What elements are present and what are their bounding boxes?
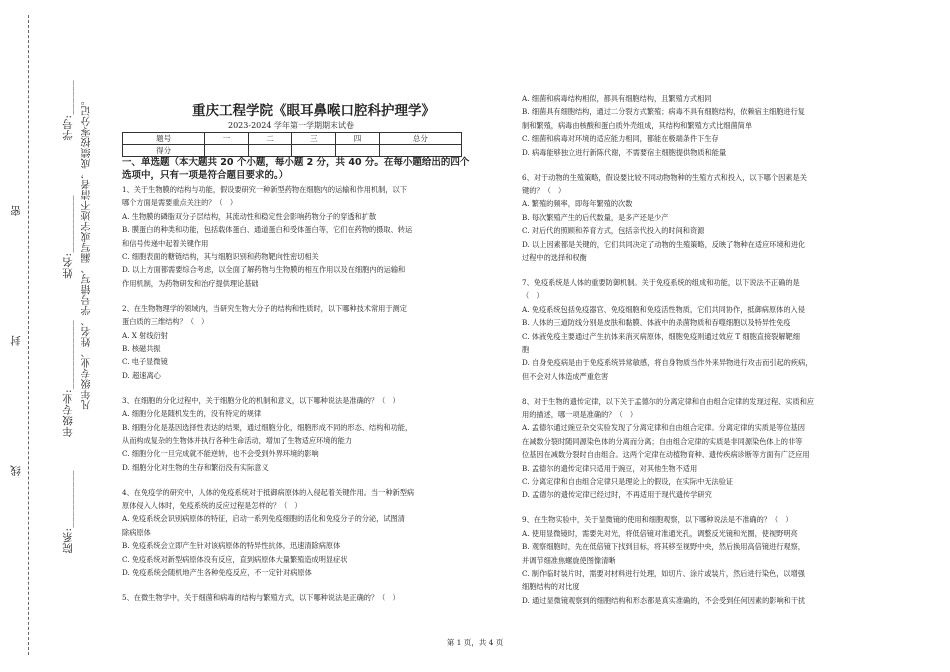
- question-line: 3、在细胞的分化过程中，关于细胞分化的机制和意义，以下哪种说法是准确的？（ ）: [122, 395, 400, 405]
- question-block: [522, 92, 867, 159]
- question-option-line: C. 电子显微镜: [122, 357, 168, 367]
- question-option-line: 细胞结构的对比度: [522, 582, 580, 592]
- question-option-line: D. 通过显微镜观察到的细胞结构和形态都是真实准确的，不会受到任何因素的影响和干扰: [522, 595, 806, 605]
- question-option-line: A. 细胞分化是随机发生的，没有特定的规律: [122, 409, 262, 419]
- question-option-line: C. 免疫系统对新型病原体没有反应，直到病原体大量繁殖造成明显症状: [122, 554, 348, 564]
- question-option-line: B. 膜蛋白的种类和功能，包括载体蛋白、通道蛋白和受体蛋白等，它们在药物的摄取、转运: [122, 225, 413, 235]
- question-option-line: D. 以上方面都需要综合考虑，以全面了解药物与生物膜的相互作用以及在细胞内的运输和: [122, 265, 406, 275]
- question-block: [522, 395, 867, 502]
- question-option-line: 原体侵入人体时，免疫系统的反应过程是怎样的？（ ）: [122, 501, 302, 511]
- question-option-line: 位基因在减数分裂时自由组合。这两个定律在动植物育种、遗传疾病诊断等方面有广泛应用: [522, 450, 810, 460]
- question-option-line: A. 孟德尔通过豌豆杂交实验发现了分离定律和自由组合定律。分离定律的实质是等位基因: [522, 423, 805, 433]
- question-option-line: 从而构成复杂的生物体并执行各种生命活动，增加了生物适应环境的能力: [122, 435, 353, 445]
- question-option-line: 胞: [522, 344, 530, 354]
- binding-mark: 密: [10, 205, 22, 216]
- question-block: [122, 183, 462, 290]
- question-option-line: 但不会对人体造成严重危害: [522, 371, 609, 381]
- score-header-row: [123, 133, 462, 145]
- question-line: 4、在免疫学的研究中，人体的免疫系统对于抵御病原体的入侵起着关键作用。当一种新型病: [122, 487, 415, 497]
- binding-mark: 线: [10, 465, 22, 476]
- question-option-line: C. 体液免疫主要通过产生抗体来消灭病原体，细胞免疫则通过效应 T 细胞直接裂解靶细: [522, 331, 800, 341]
- question-option-line: A. 使用显微镜时，需要先对光，将低倍镜对准通光孔，调整反光镜和光圈，使视野明亮: [522, 528, 798, 538]
- binding-notice: 凡年级专业、姓名、学号错写、漏写或字迹不清者，成绩按零分记。: [82, 95, 93, 410]
- question-option-line: D. 病毒能够独立进行新陈代谢，不需要宿主细胞提供物质和能量: [522, 147, 727, 157]
- question-option-line: B. 人体的三道防线分别是皮肤和黏膜、体液中的杀菌物质和吞噬细胞以及特异性免疫: [522, 318, 791, 328]
- question-option-line: A. 免疫系统包括免疫器官、免疫细胞和免疫活性物质，它们共同协作，抵御病原体的入侵: [522, 304, 805, 314]
- question-option-line: A. 繁殖的频率，即每年繁殖的次数: [522, 199, 633, 209]
- score-header-cell: 题号: [123, 133, 205, 145]
- question-option-line: C. 制作临时装片时，需要对材料进行处理，如切片、涂片或装片，然后进行染色，以增强: [522, 569, 805, 578]
- question-option-line: D. 细胞分化对生物的生存和繁衍没有实际意义: [122, 462, 269, 472]
- question-option-line: 过程中的选择和权衡: [522, 252, 587, 262]
- question-option-line: D. 超速离心: [122, 370, 161, 380]
- section-heading: [122, 156, 469, 182]
- score-cell: [205, 145, 249, 157]
- question-line: A. 细菌和病毒结构相似，都具有细胞结构，且繁殖方式相同: [522, 94, 712, 103]
- question-option-line: B. 细菌具有细胞结构，通过二分裂方式繁殖；病毒不具有细胞结构，依赖宿主细胞进行复: [522, 107, 805, 117]
- question-option-line: 哪个方面是需要重点关注的？（ ）: [122, 198, 238, 208]
- question-option-line: 和信号传递中起着关键作用: [122, 238, 209, 248]
- exam-title: 重庆工程学院《眼耳鼻喉口腔科护理学》: [192, 103, 435, 119]
- question-option-line: A. 免疫系统会识别病原体的特征，启动一系列免疫细胞的活化和免疫分子的分泌，试图清: [122, 514, 405, 524]
- question-option-line: 键的？（ ）: [522, 185, 566, 195]
- binding-strip: [0, 0, 110, 672]
- section-heading-line: 一、单选题（本大题共 20 个小题，每小题 2 分，共 40 分。在每小题给出的四个: [122, 157, 470, 168]
- question-block: [122, 302, 462, 382]
- right-question-column: [522, 92, 867, 607]
- question-block: [122, 394, 462, 474]
- field-student-id: 学号:______: [62, 80, 74, 141]
- question-option-line: C. 细胞分化一旦完成就不能逆转，也不会受到外界环境的影响: [122, 449, 319, 459]
- question-option-line: D. 以上因素都是关键的，它们共同决定了动物的生殖策略，反映了物种在适应环境和进化: [522, 239, 806, 249]
- score-cell: [292, 145, 336, 157]
- score-header-cell: 四: [336, 133, 380, 145]
- question-option-line: 在减数分裂时随同源染色体的分离而分离；自由组合定律的实质是非同源染色体上的非等: [522, 436, 803, 446]
- question-option-line: D. 免疫系统会随机地产生各种免疫反应，不一定针对病原体: [122, 568, 312, 578]
- question-block: [522, 276, 867, 383]
- question-block: [122, 591, 462, 604]
- question-option-line: 蛋白质的三维结构？（ ）: [122, 317, 209, 327]
- question-option-line: C. 分离定律和自由组合定律只是理论上的假设，在实际中无法验证: [522, 477, 734, 487]
- question-option-line: B. 细胞分化是基因选择性表达的结果，通过细胞分化，细胞形成不同的形态、结构和功能，: [122, 422, 413, 432]
- question-line: 7、免疫系统是人体的重要防御机制。关于免疫系统的组成和功能，以下说法不正确的是: [522, 277, 800, 287]
- score-header-cell: 总分: [379, 133, 461, 145]
- question-line: 6、对于动物的生殖策略，假设要比较不同动物物种的生殖方式和投入，以下哪个因素是关: [522, 172, 807, 182]
- question-option-line: B. 孟德尔的遗传定律只适用于豌豆，对其他生物不适用: [522, 463, 698, 473]
- score-table: [122, 132, 462, 157]
- question-option-line: C. 细胞表面的糖链结构，其与细胞识别和药物靶向性密切相关: [122, 252, 319, 262]
- binding-mark: 封: [10, 335, 22, 346]
- page-footer: 第 1 页，共 4 页: [446, 638, 504, 647]
- field-name: 姓名:__________: [62, 195, 74, 279]
- field-department: 院系:__________: [62, 470, 74, 554]
- score-cell: [379, 145, 461, 157]
- question-line: 9、在生物实验中，关于显微镜的使用和细胞观察，以下哪种说法是不准确的？（ ）: [522, 515, 793, 525]
- question-option-line: 作用机制，为药物研发和治疗提供理论基础: [122, 278, 259, 288]
- question-line: 1、关于生物膜的结构与功能，假设要研究一种新型药物在细胞内的运输和作用机制，以下: [122, 185, 407, 194]
- score-header-cell: 一: [205, 133, 249, 145]
- section-heading-line: 选项中，只有一项是符合题目要求的。）: [122, 170, 289, 181]
- question-line: 2、在生物物理学的领域内，当研究生物大分子的结构和性质时，以下哪种技术常用于测定: [122, 303, 407, 313]
- score-row-label: 得分: [123, 145, 205, 157]
- question-option-line: 用的描述，哪一项是准确的？（ ）: [522, 410, 638, 420]
- field-grade-major: 年级专业:____________: [62, 320, 74, 438]
- exam-subtitle: 2023-2024 学年第一学期期末试卷: [228, 121, 354, 130]
- score-header-cell: 三: [292, 133, 336, 145]
- question-line: 8、对于生物的遗传定律，以下关于孟德尔的分离定律和自由组合定律的发现过程、实质和应: [522, 396, 815, 406]
- question-block: [122, 486, 462, 580]
- question-option-line: B. 观察细胞时，先在低倍镜下找到目标，将其移至视野中央，然后换用高倍镜进行观察，: [522, 542, 805, 552]
- question-option-line: D. 自身免疫病是由于免疫系统异常敏感，将自身物质当作外来异物进行攻击而引起的疾病，: [522, 358, 813, 368]
- left-question-column: [122, 183, 462, 604]
- score-row: [123, 145, 462, 157]
- question-option-line: （ ）: [522, 291, 544, 301]
- question-block: [522, 171, 867, 265]
- score-header-cell: 二: [248, 133, 292, 145]
- question-option-line: B. 核磁共振: [122, 343, 161, 353]
- question-option-line: 除病原体: [122, 527, 151, 537]
- question-option-line: D. 孟德尔的遗传定律已经过时，不再适用于现代遗传学研究: [522, 490, 712, 500]
- question-option-line: A. 生物膜的磷脂双分子层结构，其流动性和稳定性会影响药物分子的穿透和扩散: [122, 211, 377, 221]
- question-line: 5、在微生物学中，关于细菌和病毒的结构与繁殖方式，以下哪种说法是正确的？（ ）: [122, 592, 400, 602]
- question-option-line: A. X 射线衍射: [122, 330, 168, 340]
- question-option-line: C. 细菌和病毒对环境的适应能力相同，都能在极端条件下生存: [522, 134, 719, 144]
- question-block: [522, 513, 867, 607]
- score-cell: [248, 145, 292, 157]
- question-option-line: B. 每次繁殖产生的后代数量，是多产还是少产: [522, 212, 669, 222]
- score-cell: [336, 145, 380, 157]
- question-option-line: 制和繁殖，病毒由核酸和蛋白质外壳组成，其结构和繁殖方式比细菌简单: [522, 120, 753, 130]
- question-option-line: 并调节细准焦螺旋使图像清晰: [522, 555, 616, 565]
- question-option-line: B. 免疫系统会立即产生针对该病原体的特异性抗体，迅速清除病原体: [122, 541, 341, 551]
- question-option-line: C. 对后代的照顾和养育方式，包括亲代投入的时间和资源: [522, 226, 705, 236]
- seal-line: [28, 15, 29, 655]
